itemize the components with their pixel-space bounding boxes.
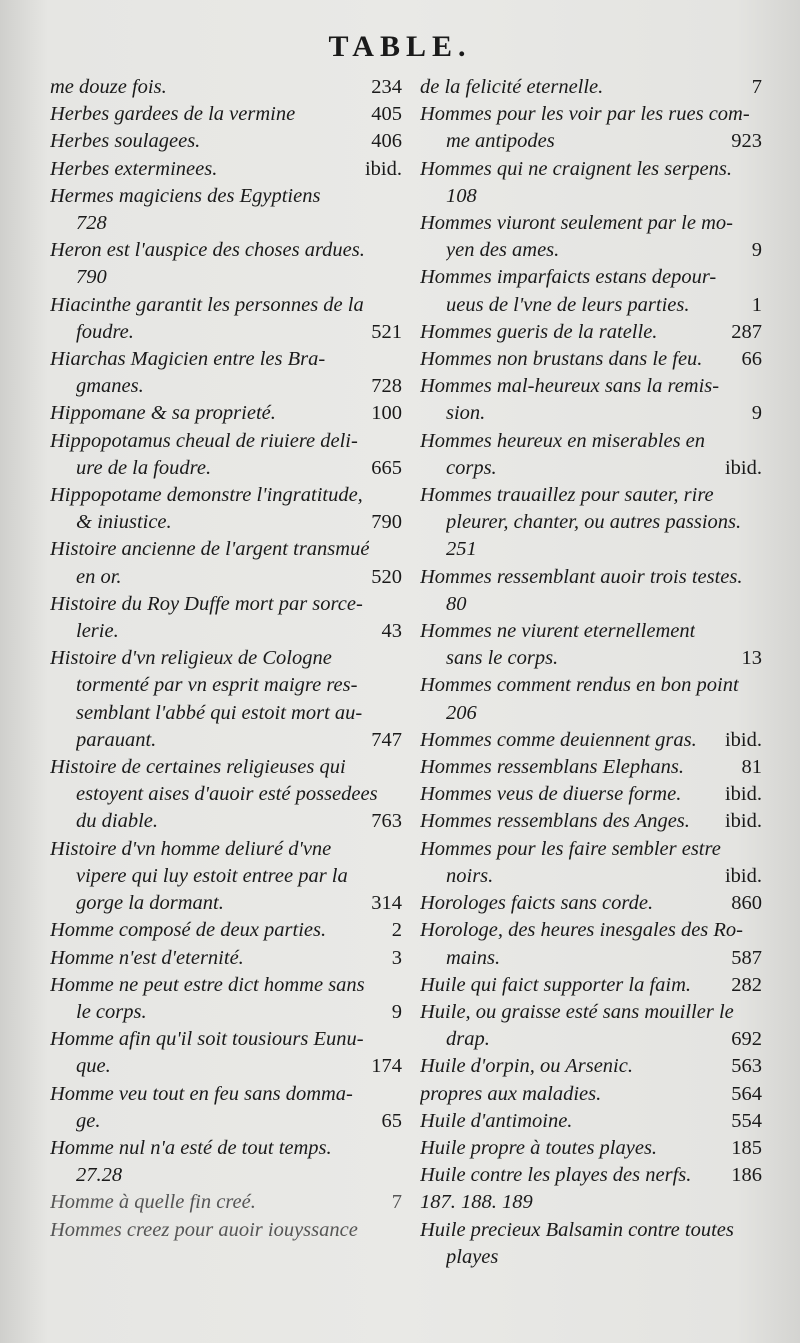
page-reference: ibid. bbox=[364, 157, 402, 180]
index-column-right bbox=[420, 74, 762, 1271]
page-reference: 7 bbox=[751, 76, 762, 98]
page-reference: 174 bbox=[371, 1055, 402, 1078]
entry-text: gmanes. bbox=[76, 375, 144, 398]
index-entry bbox=[420, 264, 762, 318]
entry-text: estoyent aises d'auoir esté possedees bbox=[76, 783, 378, 806]
page-reference: 521 bbox=[371, 320, 402, 343]
page-reference: 9 bbox=[751, 402, 762, 425]
index-entry bbox=[420, 727, 762, 754]
page-reference: 3 bbox=[391, 946, 402, 969]
entry-text: me douze fois. bbox=[50, 76, 167, 98]
entry-text: Huile propre à toutes playes. bbox=[420, 1136, 658, 1159]
entry-text: Hermes magiciens des Egyptiens bbox=[50, 184, 321, 207]
entry-text: yen des ames. bbox=[446, 239, 560, 262]
index-entry bbox=[50, 536, 402, 590]
index-entry bbox=[420, 836, 762, 890]
page-reference: 1 bbox=[751, 293, 762, 316]
entry-text: 187. 188. 189 bbox=[420, 1191, 533, 1214]
entry-text: foudre. bbox=[76, 320, 134, 343]
entry-text: 206 bbox=[446, 701, 477, 724]
entry-text: Horologe, des heures inesgales des Ro- bbox=[420, 919, 744, 942]
entry-text: ueus de l'vne de leurs parties. bbox=[446, 293, 690, 316]
entry-text: tormenté par vn esprit maigre res- bbox=[76, 674, 358, 697]
index-entry bbox=[420, 319, 762, 346]
entry-text: Hiarchas Magicien entre les Bra- bbox=[50, 348, 326, 371]
entry-text: Homme nul n'a esté de tout temps. bbox=[50, 1136, 332, 1159]
entry-text: Hommes heureux en miserables en bbox=[420, 429, 706, 452]
entry-text: 251 bbox=[446, 538, 477, 561]
page-reference: 314 bbox=[371, 892, 402, 915]
entry-text: Hommes mal-heureux sans la remis- bbox=[420, 375, 720, 398]
page-reference: 587 bbox=[731, 946, 762, 969]
page-reference: 747 bbox=[371, 728, 402, 751]
index-entry bbox=[420, 346, 762, 373]
entry-text: Herbes gardees de la vermine bbox=[50, 103, 296, 126]
index-entry bbox=[420, 1217, 762, 1271]
entry-text: du diable. bbox=[76, 810, 158, 833]
page-reference: 728 bbox=[371, 375, 402, 398]
index-entry bbox=[50, 972, 402, 1026]
entry-text: Histoire du Roy Duffe mort par sorce- bbox=[50, 592, 363, 615]
index-column-left bbox=[50, 74, 402, 1244]
entry-text: Hiacinthe garantit les personnes de la bbox=[50, 293, 364, 316]
entry-text: Hippopotame demonstre l'ingratitude, bbox=[50, 484, 363, 507]
index-entry bbox=[420, 210, 762, 264]
index-entry bbox=[50, 101, 402, 128]
page-reference: 81 bbox=[741, 756, 762, 779]
entry-text: Hommes ne viurent eternellement bbox=[420, 620, 696, 643]
page-reference: 234 bbox=[371, 76, 402, 98]
index-entry bbox=[50, 836, 402, 918]
index-entry bbox=[420, 74, 762, 101]
index-entry bbox=[50, 128, 402, 155]
entry-text: que. bbox=[76, 1055, 111, 1078]
entry-text: Homme ne peut estre dict homme sans bbox=[50, 973, 365, 996]
index-entry bbox=[420, 1135, 762, 1162]
index-entry bbox=[420, 1162, 762, 1189]
page-reference: 66 bbox=[741, 348, 762, 371]
entry-text: Hommes veus de diuerse forme. bbox=[420, 783, 682, 806]
index-entry bbox=[420, 373, 762, 427]
entry-text: Hommes imparfaicts estans depour- bbox=[420, 266, 717, 289]
page-reference: 100 bbox=[371, 402, 402, 425]
entry-text: Huile contre les playes des nerfs. bbox=[420, 1164, 692, 1187]
index-entry bbox=[420, 890, 762, 917]
page-reference: 13 bbox=[741, 647, 762, 670]
page-reference: 763 bbox=[371, 810, 402, 833]
page-reference: ibid. bbox=[724, 783, 762, 806]
index-entry bbox=[50, 428, 402, 482]
entry-text: playes bbox=[446, 1245, 499, 1268]
page-reference: 790 bbox=[371, 511, 402, 534]
entry-text: Homme veu tout en feu sans domma- bbox=[50, 1082, 353, 1105]
entry-text: noirs. bbox=[446, 864, 494, 887]
page-reference: 287 bbox=[731, 320, 762, 343]
page-reference: 563 bbox=[731, 1055, 762, 1078]
page-reference: 564 bbox=[731, 1082, 762, 1105]
index-entry bbox=[50, 346, 402, 400]
page-reference: 520 bbox=[371, 565, 402, 588]
entry-text: sans le corps. bbox=[446, 647, 559, 670]
entry-text: Heron est l'auspice des choses ardues. bbox=[50, 239, 365, 262]
entry-text: Histoire ancienne de l'argent transmué bbox=[50, 538, 370, 561]
entry-text: Hippopotamus cheual de riuiere deli- bbox=[50, 429, 358, 452]
entry-text: semblant l'abbé qui estoit mort au- bbox=[76, 701, 363, 724]
index-entry bbox=[420, 101, 762, 155]
page-reference: 554 bbox=[731, 1109, 762, 1132]
page-reference: 405 bbox=[371, 103, 402, 126]
index-entry bbox=[420, 999, 762, 1053]
entry-text: Hommes ressemblant auoir trois testes. bbox=[420, 565, 743, 588]
entry-text: Homme composé de deux parties. bbox=[50, 919, 327, 942]
entry-text: Hommes non brustans dans le feu. bbox=[420, 348, 703, 371]
index-entry bbox=[420, 564, 762, 618]
page-reference: 692 bbox=[731, 1028, 762, 1051]
entry-text: corps. bbox=[446, 456, 497, 479]
index-entry bbox=[50, 917, 402, 944]
page-reference: 7 bbox=[391, 1191, 402, 1214]
entry-text: Herbes soulagees. bbox=[50, 130, 201, 153]
entry-text: Hommes gueris de la ratelle. bbox=[420, 320, 658, 343]
entry-text: Hommes viuront seulement par le mo- bbox=[420, 212, 733, 235]
index-entry bbox=[50, 482, 402, 536]
page-reference: 9 bbox=[391, 1000, 402, 1023]
entry-text: Hommes trauaillez pour sauter, rire bbox=[420, 484, 714, 507]
entry-text: ge. bbox=[76, 1109, 101, 1132]
entry-text: Homme afin qu'il soit tousiours Eunu- bbox=[50, 1028, 364, 1051]
index-entry bbox=[420, 672, 762, 726]
index-entry bbox=[420, 428, 762, 482]
entry-text: me antipodes bbox=[446, 130, 555, 153]
entry-text: Histoire d'vn homme deliuré d'vne bbox=[50, 837, 332, 860]
page-reference: 923 bbox=[731, 130, 762, 153]
index-entry bbox=[50, 237, 402, 291]
index-entry bbox=[50, 183, 402, 237]
page-reference: ibid. bbox=[724, 810, 762, 833]
entry-text: le corps. bbox=[76, 1000, 147, 1023]
entry-text: Homme à quelle fin creé. bbox=[50, 1191, 256, 1214]
entry-text: Herbes exterminees. bbox=[50, 157, 218, 180]
entry-text: Hommes pour les faire sembler estre bbox=[420, 837, 721, 860]
index-entry bbox=[420, 1081, 762, 1108]
entry-text: parauant. bbox=[76, 728, 157, 751]
entry-text: Hommes comment rendus en bon point bbox=[420, 674, 739, 697]
entry-text: 728 bbox=[76, 212, 107, 235]
entry-text: & iniustice. bbox=[76, 511, 172, 534]
index-entry bbox=[50, 1081, 402, 1135]
index-entry bbox=[50, 156, 402, 183]
index-entry bbox=[420, 917, 762, 971]
index-entry bbox=[50, 1135, 402, 1189]
page-reference: 860 bbox=[731, 892, 762, 915]
entry-text: Histoire de certaines religieuses qui bbox=[50, 756, 346, 779]
entry-text: Huile precieux Balsamin contre toutes bbox=[420, 1218, 734, 1241]
entry-text: 27.28 bbox=[76, 1164, 123, 1187]
index-entry bbox=[420, 482, 762, 564]
index-entry bbox=[50, 645, 402, 754]
index-entry bbox=[420, 781, 762, 808]
entry-text: Hippomane & sa proprieté. bbox=[50, 402, 276, 425]
index-entry bbox=[50, 591, 402, 645]
entry-text: Homme n'est d'eternité. bbox=[50, 946, 244, 969]
index-entry bbox=[420, 754, 762, 781]
entry-text: vipere qui luy estoit entree par la bbox=[76, 864, 348, 887]
entry-text: Hommes pour les voir par les rues com- bbox=[420, 103, 750, 126]
entry-text: Hommes ressemblans Elephans. bbox=[420, 756, 685, 779]
entry-text: Huile d'orpin, ou Arsenic. bbox=[420, 1055, 633, 1078]
index-entry bbox=[420, 1108, 762, 1135]
index-entry bbox=[420, 1053, 762, 1080]
page-header: TABLE. bbox=[328, 30, 472, 63]
entry-text: ure de la foudre. bbox=[76, 456, 212, 479]
page-reference: 665 bbox=[371, 456, 402, 479]
entry-text: 790 bbox=[76, 266, 107, 289]
entry-text: Hommes comme deuiennent gras. bbox=[420, 728, 697, 751]
index-entry bbox=[50, 945, 402, 972]
entry-text: Histoire d'vn religieux de Cologne bbox=[50, 647, 332, 670]
entry-text: drap. bbox=[446, 1028, 490, 1051]
page-reference: 65 bbox=[381, 1109, 402, 1132]
index-entry bbox=[50, 400, 402, 427]
entry-text: mains. bbox=[446, 946, 501, 969]
entry-text: 80 bbox=[446, 592, 467, 615]
entry-text: pleurer, chanter, ou autres passions. bbox=[446, 511, 742, 534]
index-entry bbox=[50, 1189, 402, 1216]
page-reference: 2 bbox=[391, 919, 402, 942]
entry-text: lerie. bbox=[76, 620, 119, 643]
entry-text: sion. bbox=[446, 402, 486, 425]
page-reference: ibid. bbox=[724, 456, 762, 479]
page-reference: 9 bbox=[751, 239, 762, 262]
index-entry bbox=[420, 808, 762, 835]
entry-text: Huile qui faict supporter la faim. bbox=[420, 973, 692, 996]
entry-text: Hommes qui ne craignent les serpens. bbox=[420, 157, 733, 180]
index-entry bbox=[50, 1026, 402, 1080]
page-reference: 406 bbox=[371, 130, 402, 153]
page-reference: 186 bbox=[731, 1164, 762, 1187]
entry-text: en or. bbox=[76, 565, 122, 588]
entry-text: propres aux maladies. bbox=[420, 1082, 602, 1105]
page-reference: 282 bbox=[731, 973, 762, 996]
page-reference: 185 bbox=[731, 1136, 762, 1159]
entry-text: Hommes creez pour auoir iouyssance bbox=[50, 1218, 358, 1241]
page-reference: ibid. bbox=[724, 728, 762, 751]
index-entry bbox=[50, 754, 402, 836]
index-entry bbox=[50, 74, 402, 101]
page-reference: 43 bbox=[381, 620, 402, 643]
entry-text: gorge la dormant. bbox=[76, 892, 224, 915]
index-entry bbox=[50, 292, 402, 346]
index-entry bbox=[420, 972, 762, 999]
index-entry bbox=[50, 1217, 402, 1244]
index-entry bbox=[420, 618, 762, 672]
entry-text: 108 bbox=[446, 184, 477, 207]
entry-text: Huile, ou graisse esté sans mouiller le bbox=[420, 1000, 734, 1023]
index-entry bbox=[420, 1189, 762, 1216]
entry-text: Hommes ressemblans des Anges. bbox=[420, 810, 690, 833]
entry-text: Huile d'antimoine. bbox=[420, 1109, 573, 1132]
entry-text: de la felicité eternelle. bbox=[420, 76, 604, 98]
page-reference: ibid. bbox=[724, 864, 762, 887]
entry-text: Horologes faicts sans corde. bbox=[420, 892, 654, 915]
index-entry bbox=[420, 156, 762, 210]
